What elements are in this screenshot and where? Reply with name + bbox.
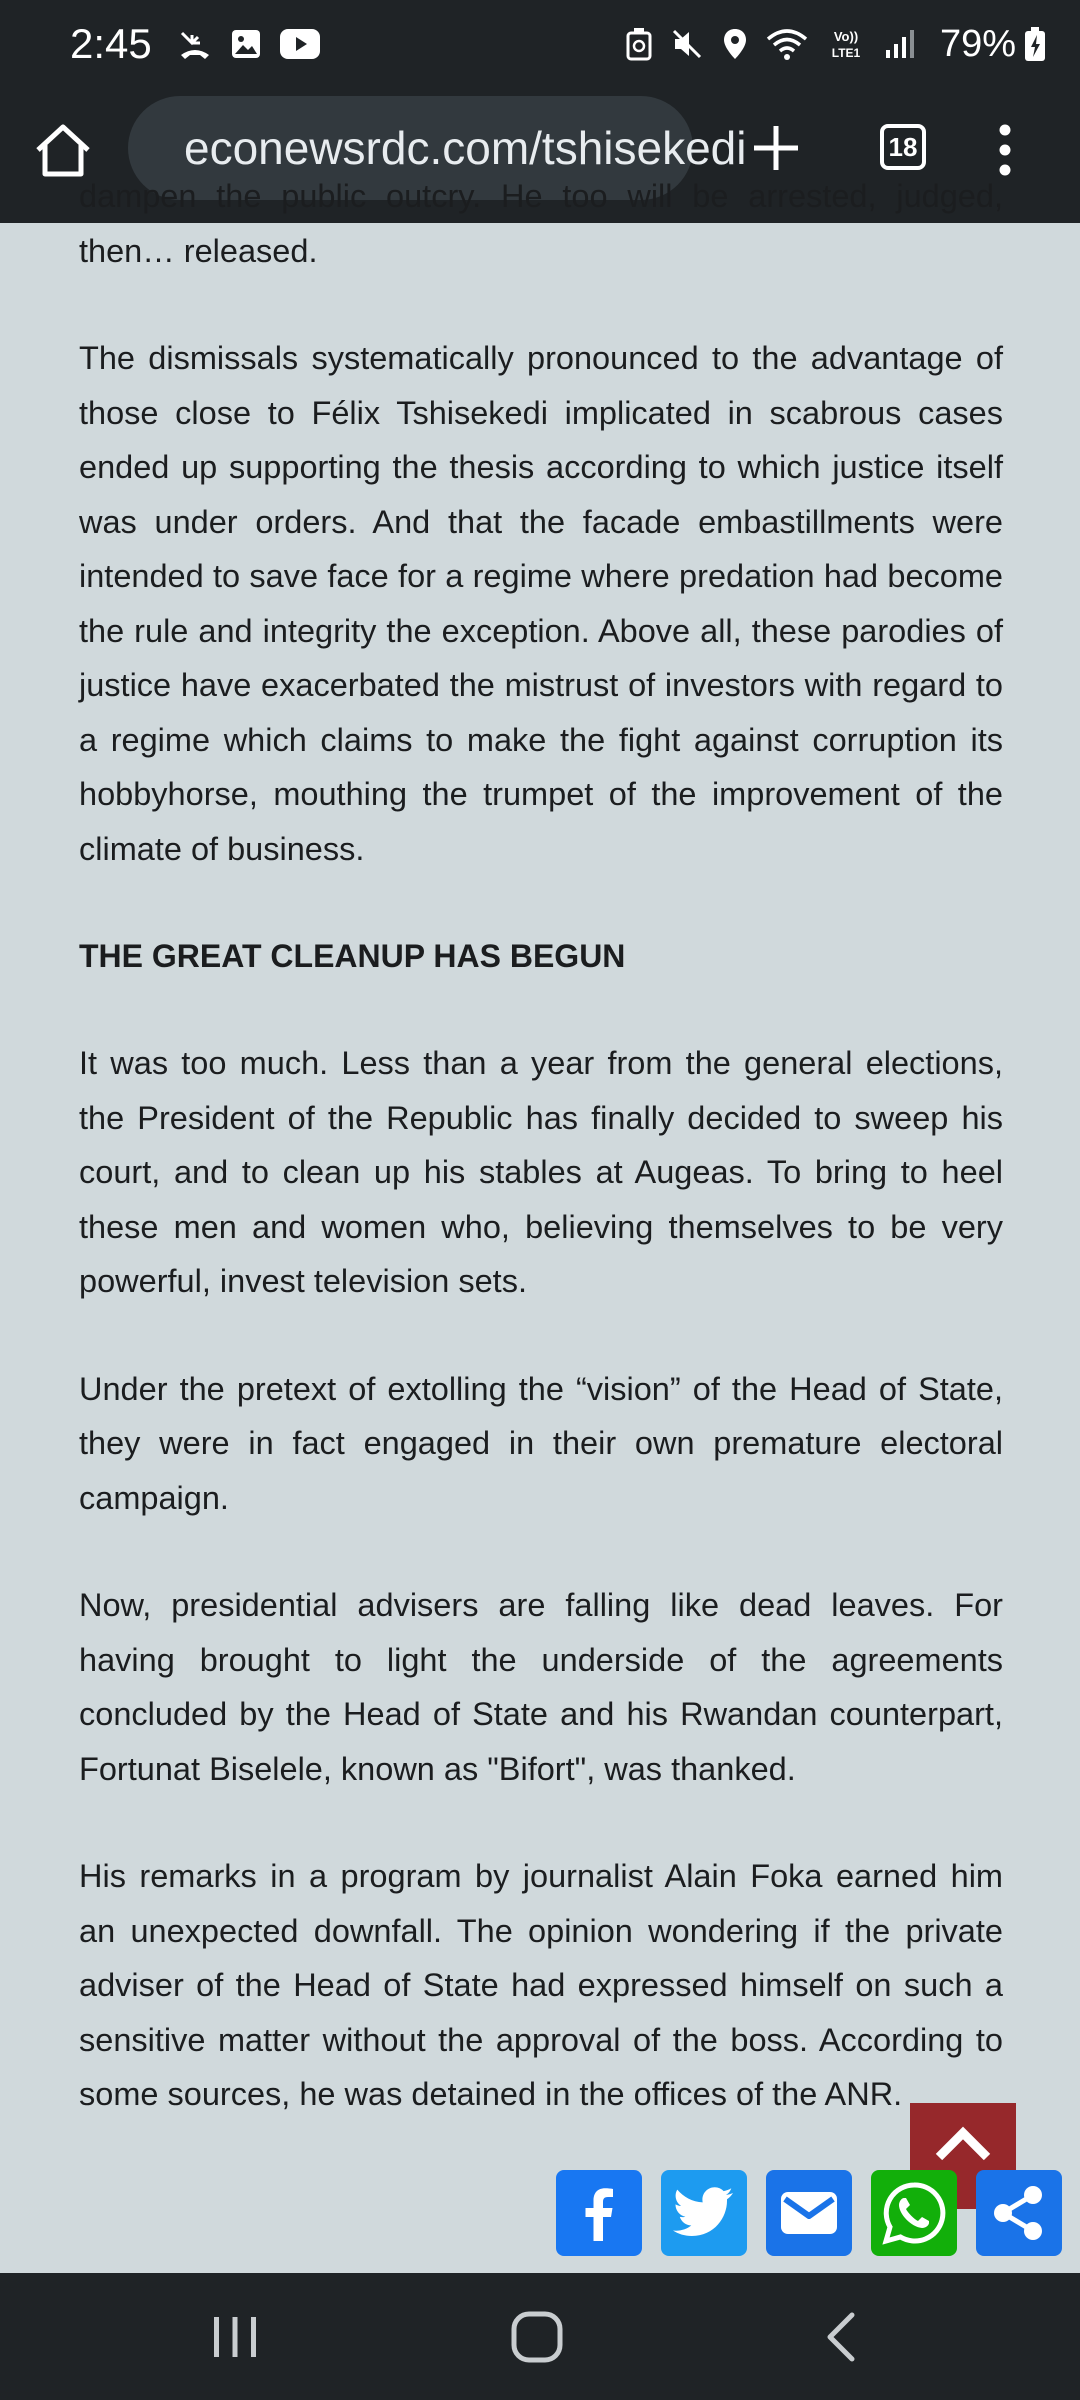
article-paragraph: It was too much. Less than a year from the general elections, the President of the Republic has finally decided to sweep his court, and to clean up his stables at Augeas. To bring to heel these men and women who, believing themselves to be very powerful, invest television sets. — [79, 1045, 1003, 1299]
chevron-up-icon — [933, 2123, 993, 2163]
recycle-icon — [626, 27, 652, 61]
article-paragraph: Now, presidential advisers are falling like dead leaves. For having brought to light the underside of the agreements concluded by the Head of State and his Rwandan counterpart, Fortunat Biselele, known as "Bifort", was thanked. — [79, 1587, 1003, 1787]
share-icon — [989, 2183, 1049, 2243]
share-button[interactable] — [976, 2170, 1062, 2256]
system-navigation-bar — [0, 2273, 1080, 2400]
gallery-icon — [230, 28, 262, 60]
article-body — [79, 169, 1003, 2175]
back-button[interactable] — [812, 2307, 872, 2367]
wifi-icon — [766, 27, 808, 61]
svg-text:LTE1: LTE1 — [831, 46, 861, 60]
facebook-icon — [574, 2183, 624, 2243]
youtube-icon — [280, 29, 320, 59]
tab-switcher-button[interactable]: 18 — [880, 124, 926, 170]
article-heading: THE GREAT CLEANUP HAS BEGUN — [79, 938, 626, 974]
recent-apps-icon — [205, 2307, 265, 2367]
twitter-icon — [673, 2187, 735, 2239]
back-icon — [812, 2307, 872, 2367]
status-left — [70, 20, 338, 68]
status-time: 2:45 — [70, 20, 152, 67]
battery-percent: 79% — [939, 22, 1016, 65]
twitter-share-button[interactable] — [661, 2170, 747, 2256]
whatsapp-icon — [882, 2181, 946, 2245]
home-nav-button[interactable] — [507, 2307, 567, 2367]
missed-call-icon — [178, 27, 212, 61]
battery-icon — [1024, 26, 1046, 62]
url-text: econewsrdc.com/tshisekedi — [184, 122, 747, 174]
article-paragraph: dampen the public outcry. He too will be arrested, judged, then… released. — [79, 178, 1003, 269]
share-bar — [556, 2170, 1062, 2256]
status-bar — [0, 0, 1080, 88]
signal-icon — [884, 28, 916, 60]
facebook-share-button[interactable] — [556, 2170, 642, 2256]
email-icon — [780, 2191, 838, 2235]
whatsapp-share-button[interactable] — [871, 2170, 957, 2256]
home-circle-icon — [507, 2307, 567, 2367]
mute-icon — [670, 27, 704, 61]
svg-text:Vo)): Vo)) — [833, 29, 859, 44]
web-content[interactable] — [0, 178, 1080, 2273]
email-share-button[interactable] — [766, 2170, 852, 2256]
location-icon — [722, 27, 748, 61]
volte-icon — [826, 27, 866, 61]
article-paragraph: His remarks in a program by journalist Alain Foka earned him an unexpected downfall. The opinion wondering if the private adviser of the Head of State had expressed himself on such a sensitive matter without the approval of the boss. According to some sources, he was detained in the offices of the ANR. — [79, 1858, 1003, 2112]
recent-apps-button[interactable] — [205, 2307, 265, 2367]
article-paragraph: Under the pretext of extolling the “vision” of the Head of State, they were in fact engaged in their own premature electoral campaign. — [79, 1370, 1003, 1516]
status-right — [626, 23, 1046, 66]
article-paragraph: The dismissals systematically pronounced to the advantage of those close to Félix Tshisekedi implicated in scabrous cases ended up supporting the thesis according to which justice itself was under orders. And that the facade embastillments were intended to save face for a regime where predation had become the rule and integrity the exception. Above all, these parodies of justice have exacerbated the mistrust of investors with regard to a regime which claims to make the fight against corruption its hobbyhorse, mouthing the trumpet of the improvement of the climate of business. — [79, 340, 1003, 867]
